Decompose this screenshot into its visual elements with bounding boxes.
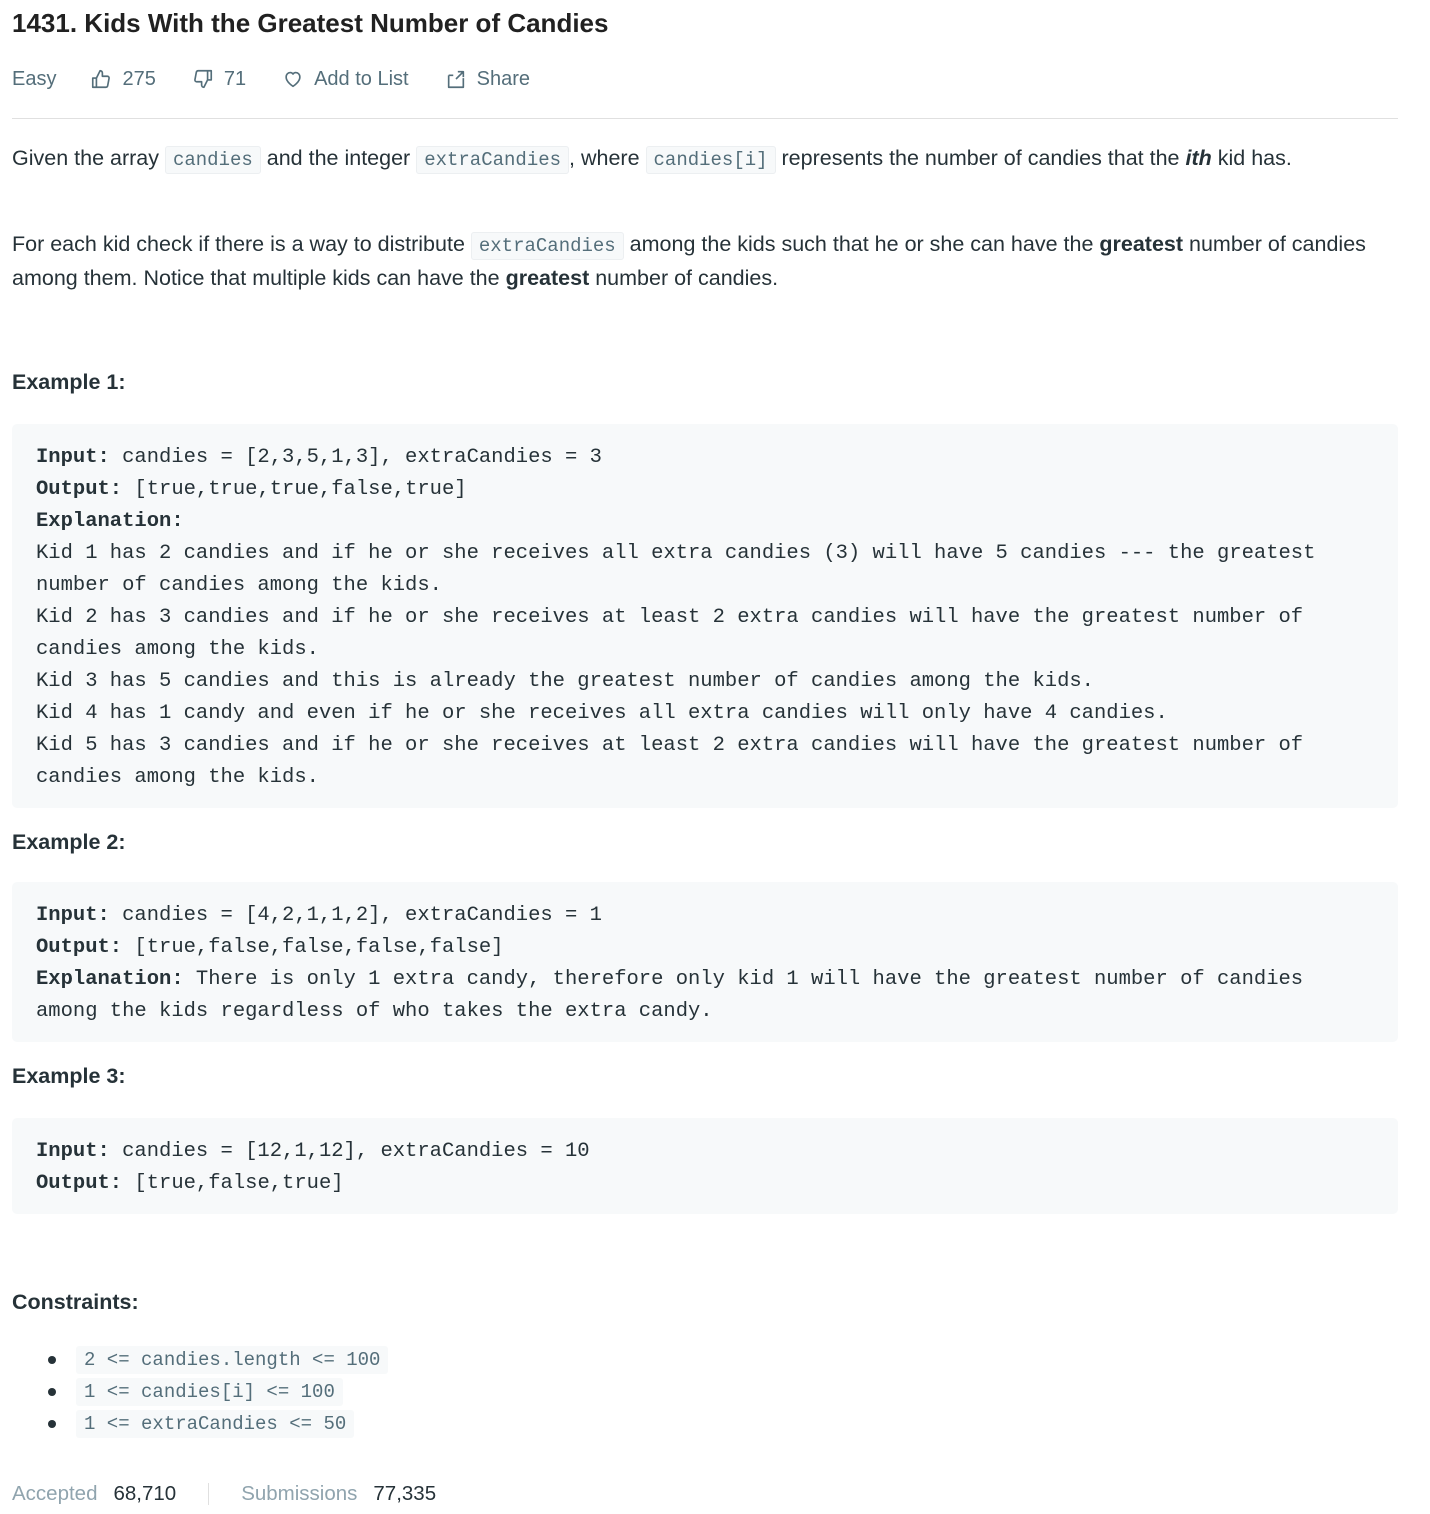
example-field-label: Explanation: xyxy=(36,968,184,991)
example-2-block xyxy=(12,882,1398,1042)
paragraph-text: represents the number of candies that the xyxy=(775,146,1186,170)
example-field-label: Output: xyxy=(36,936,123,959)
like-button[interactable] xyxy=(90,68,155,91)
constraint-item xyxy=(12,1344,388,1376)
example-1-block xyxy=(12,424,1398,808)
problem-meta-bar xyxy=(12,64,566,94)
bold-text: greatest xyxy=(1099,232,1184,256)
header-divider xyxy=(12,118,1398,119)
description-paragraph-2 xyxy=(12,228,1398,294)
example-field-value: There is only 1 extra candy, therefore only kid 1 will have the greatest number of candies among the kids regardless of who takes the extra candy. xyxy=(36,968,1316,1023)
thumbs-up-icon xyxy=(90,68,112,90)
add-to-list-button[interactable] xyxy=(282,68,409,91)
emphasis-text: ith xyxy=(1185,146,1212,170)
dislike-button[interactable] xyxy=(192,68,246,91)
inline-code: candies[i] xyxy=(646,146,776,174)
paragraph-text: kid has. xyxy=(1211,146,1292,170)
example-field-label: Input: xyxy=(36,904,110,927)
thumbs-down-icon xyxy=(192,68,214,90)
bold-text: greatest xyxy=(505,266,590,290)
paragraph-text: , where xyxy=(569,146,646,170)
example-field-label: Output: xyxy=(36,1172,123,1195)
paragraph-text: Given the array xyxy=(12,146,165,170)
example-field-label: Input: xyxy=(36,1140,110,1163)
inline-code: extraCandies xyxy=(416,146,569,174)
problem-title: 1431. Kids With the Greatest Number of Candies xyxy=(12,8,609,38)
inline-code: candies xyxy=(165,146,261,174)
add-to-list-label: Add to List xyxy=(314,67,409,90)
paragraph-text: and the integer xyxy=(260,146,417,170)
share-icon xyxy=(445,68,467,90)
constraint-item xyxy=(12,1408,388,1440)
example-field-value: [true,true,true,false,true] xyxy=(122,478,467,501)
example-field-label: Output: xyxy=(36,478,123,501)
example-3-heading: Example 3: xyxy=(12,1064,126,1088)
example-field-value: candies = [12,1,12], extraCandies = 10 xyxy=(109,1140,590,1163)
accepted-value: 68,710 xyxy=(113,1482,177,1505)
stats-divider xyxy=(208,1483,209,1505)
like-count: 275 xyxy=(122,67,156,90)
paragraph-text: number of candies. xyxy=(589,266,779,290)
constraint-code: 1 <= candies[i] <= 100 xyxy=(76,1378,343,1406)
submission-stats xyxy=(12,1478,436,1510)
paragraph-text: among the kids such that he or she can have the xyxy=(623,232,1100,256)
constraint-item xyxy=(12,1376,388,1408)
example-1-heading: Example 1: xyxy=(12,370,126,394)
difficulty-label: Easy xyxy=(12,67,57,90)
description-paragraph-1 xyxy=(12,142,1398,176)
inline-code: extraCandies xyxy=(471,232,624,260)
constraints-list xyxy=(12,1344,388,1440)
constraint-code: 2 <= candies.length <= 100 xyxy=(76,1346,388,1374)
example-field-value: Kid 1 has 2 candies and if he or she receives all extra candies (3) will have 5 candies --- the greatest number of candies among the kids. Kid 2 has 3 candies and if he or she receives at least 2 extra candies will have the greatest number of candies among the kids. Kid 3 has 5 candies and this is already the greatest number of candies among the kids. Kid 4 has 1 candy and even if he or she receives all extra candies will only have 4 candies. Kid 5 has 3 candies and if he or she receives at least 2 extra candies will have the greatest number of candies among the kids. xyxy=(36,542,1316,789)
share-button[interactable] xyxy=(445,68,530,91)
example-field-value: [true,false,true] xyxy=(122,1172,344,1195)
example-field-label: Explanation: xyxy=(36,510,184,533)
paragraph-text: number of candies among them. Notice that multiple kids can have the xyxy=(12,232,1366,290)
constraint-code: 1 <= extraCandies <= 50 xyxy=(76,1410,354,1438)
dislike-count: 71 xyxy=(223,67,247,90)
example-2-heading: Example 2: xyxy=(12,830,126,854)
example-field-value: candies = [2,3,5,1,3], extraCandies = 3 xyxy=(109,446,602,469)
example-field-value: candies = [4,2,1,1,2], extraCandies = 1 xyxy=(109,904,602,927)
paragraph-text: For each kid check if there is a way to distribute xyxy=(12,232,471,256)
accepted-label: Accepted xyxy=(12,1482,98,1505)
example-3-block xyxy=(12,1118,1398,1214)
submissions-value: 77,335 xyxy=(373,1482,437,1505)
submissions-label: Submissions xyxy=(241,1482,358,1505)
heart-icon xyxy=(282,68,304,90)
example-field-value: [true,false,false,false,false] xyxy=(122,936,504,959)
share-label: Share xyxy=(476,67,530,90)
example-field-label: Input: xyxy=(36,446,110,469)
constraints-heading: Constraints: xyxy=(12,1290,139,1314)
